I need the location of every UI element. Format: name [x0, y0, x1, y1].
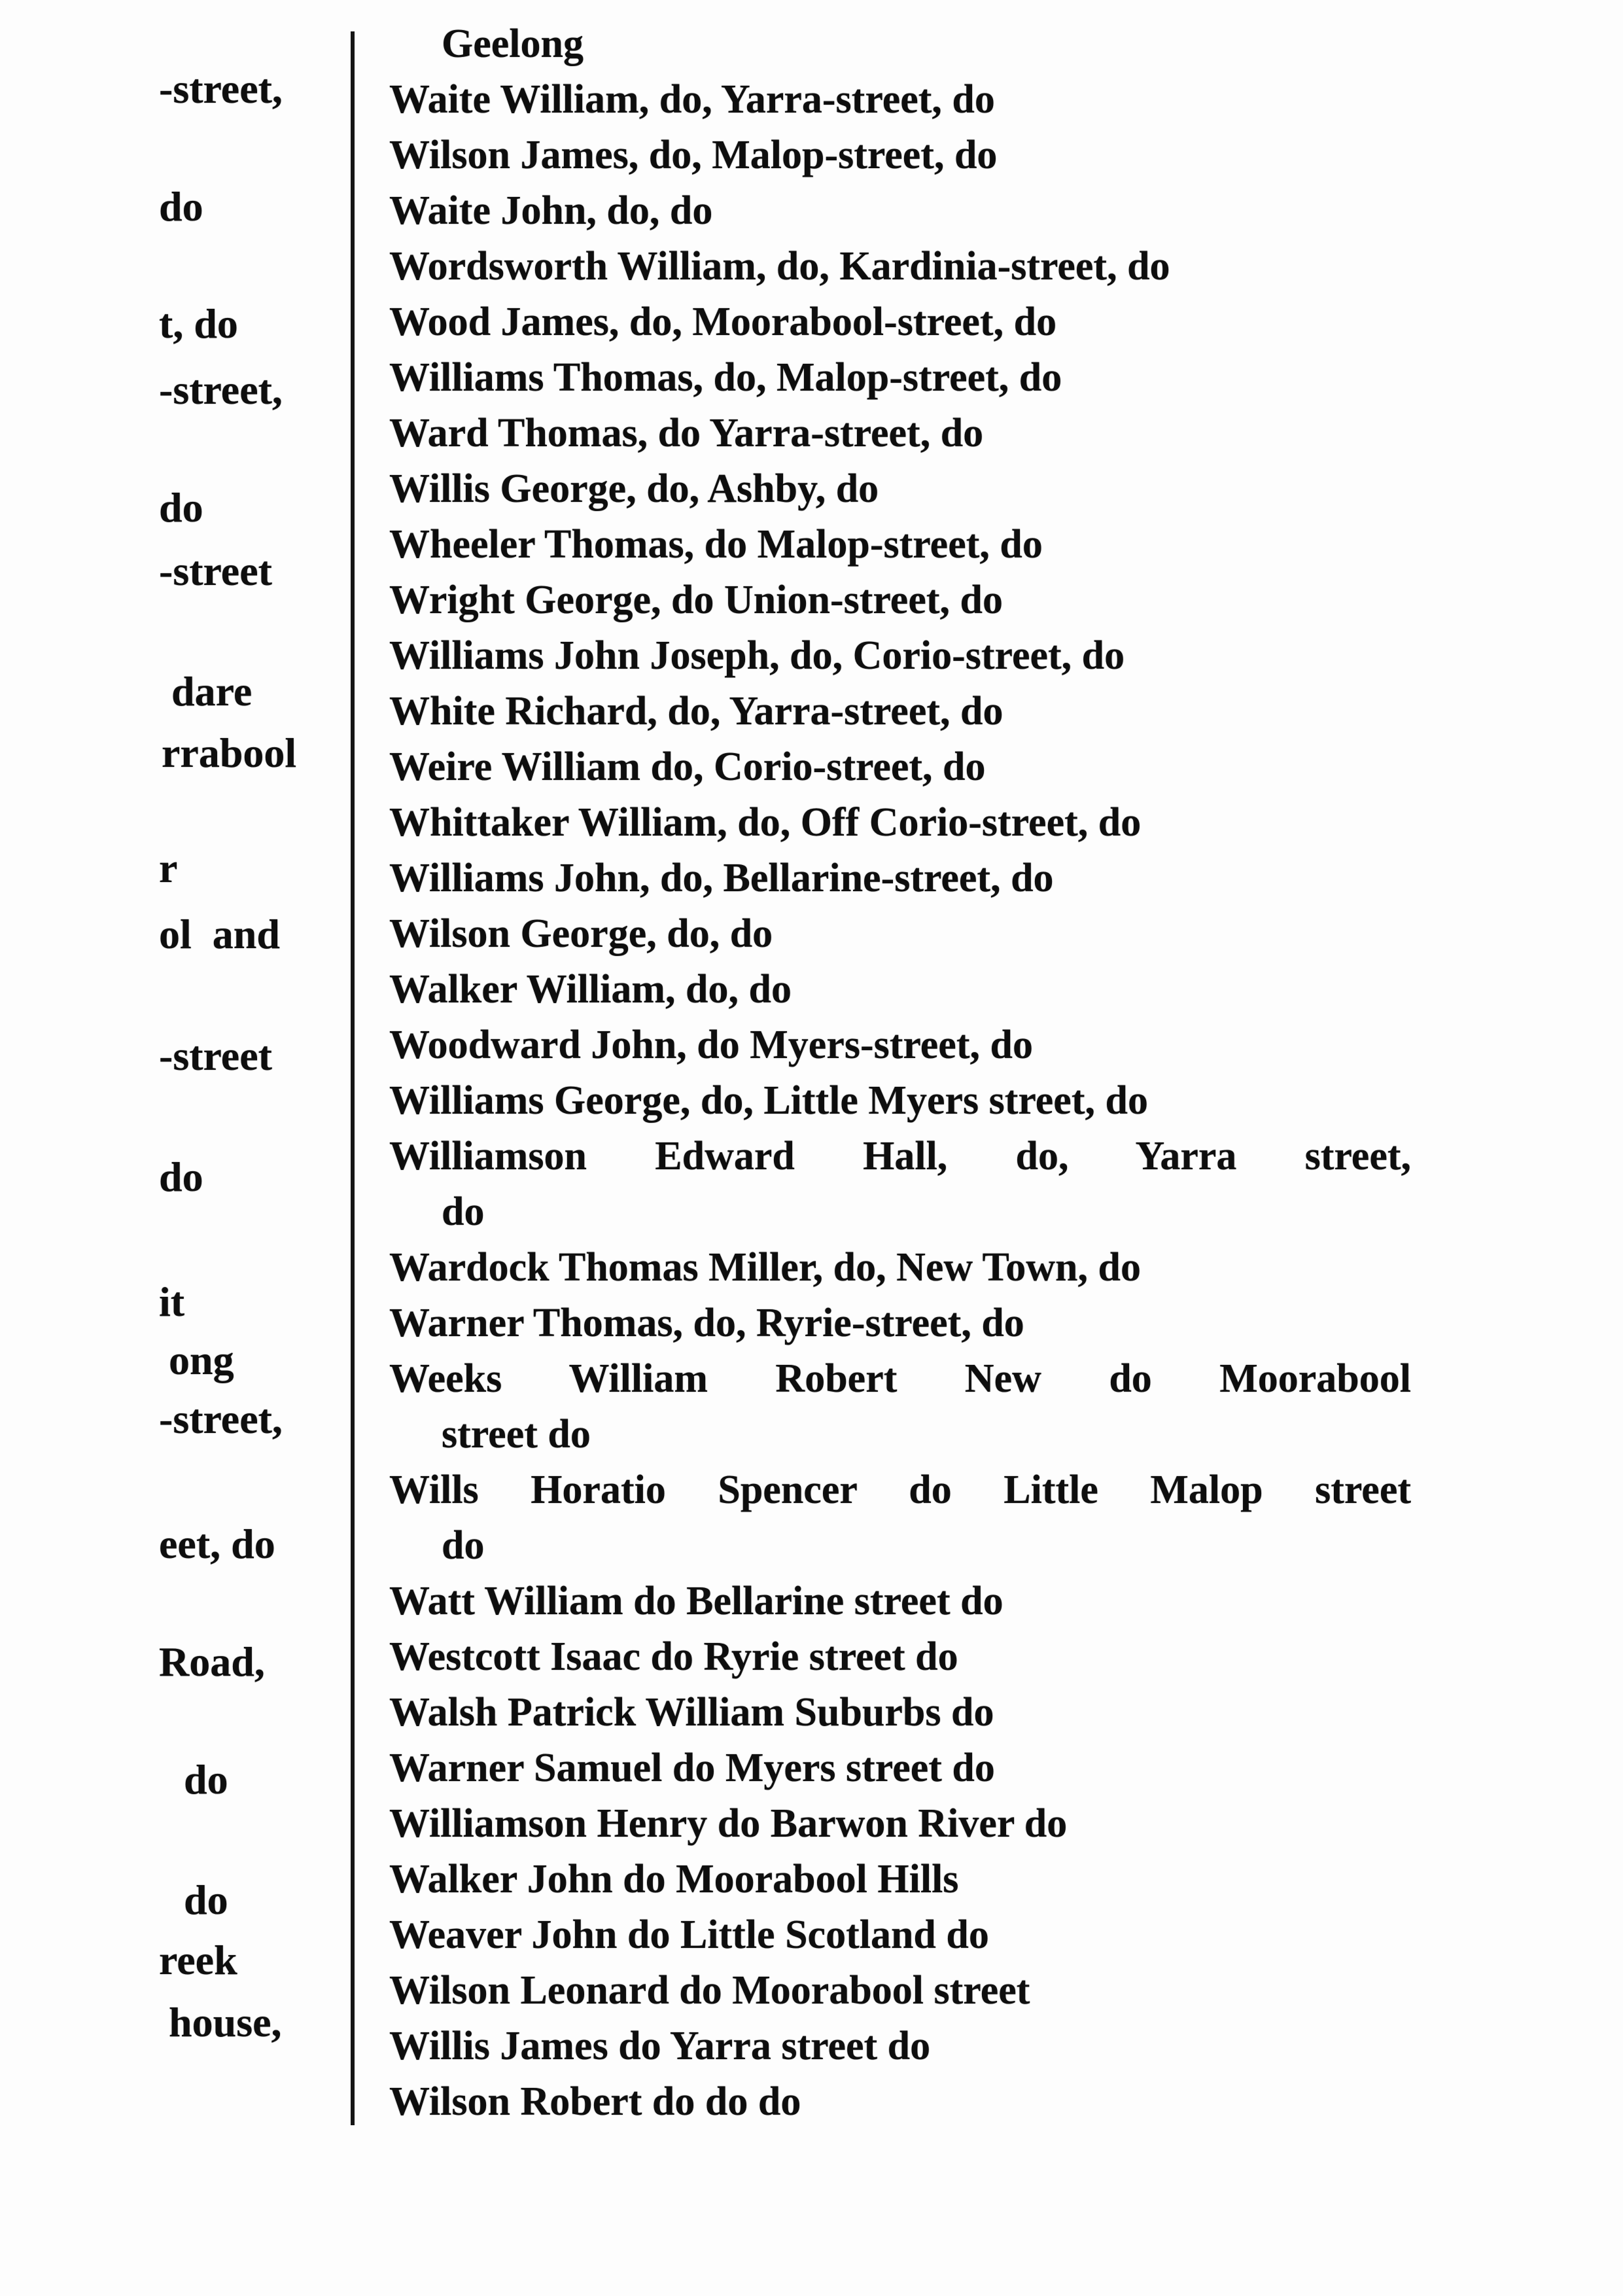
column-rule: [351, 31, 355, 2125]
roll-entry-continuation: street do: [442, 1412, 591, 1457]
roll-entry: Walsh Patrick William Suburbs do: [389, 1690, 994, 1735]
roll-entry: Wheeler Thomas, do Malop-street, do: [389, 522, 1043, 567]
roll-entry-continuation: Geelong: [442, 22, 584, 66]
roll-entry: Williams John Joseph, do, Corio-street, do: [389, 633, 1125, 678]
roll-entry: Williams John, do, Bellarine-street, do: [389, 856, 1054, 900]
left-fragment: t, do: [159, 300, 238, 347]
roll-entry: Ward Thomas, do Yarra-street, do: [389, 411, 984, 455]
left-fragment: eet, do: [159, 1521, 275, 1567]
roll-entry: Waite William, do, Yarra-street, do: [389, 77, 995, 122]
roll-entry: Wilson George, do, do: [389, 911, 773, 956]
left-fragment: -street: [159, 1033, 272, 1079]
roll-entry: Williamson Edward Hall, do, Yarra street,: [389, 1134, 1411, 1178]
roll-entry: Walker William, do, do: [389, 967, 792, 1012]
roll-entry: Whittaker William, do, Off Corio-street, do: [389, 800, 1142, 845]
roll-entry: Wright George, do Union-street, do: [389, 578, 1003, 622]
roll-entry: Warner Samuel do Myers street do: [389, 1746, 995, 1790]
roll-entry: Williams Thomas, do, Malop-street, do: [389, 355, 1062, 400]
left-fragment: do: [159, 183, 203, 230]
roll-entry: Wilson Leonard do Moorabool street: [389, 1968, 1030, 2013]
left-fragment: do: [184, 1756, 228, 1803]
left-fragment: Road,: [159, 1638, 265, 1685]
left-fragment: -street,: [159, 65, 283, 112]
left-fragment: -street,: [159, 1396, 283, 1442]
left-fragment: do: [159, 1154, 203, 1200]
roll-entry: White Richard, do, Yarra-street, do: [389, 689, 1003, 733]
left-fragment: ol and: [159, 911, 280, 957]
roll-entry: Weaver John do Little Scotland do: [389, 1913, 989, 1957]
roll-entry: Wardock Thomas Miller, do, New Town, do: [389, 1245, 1141, 1290]
left-fragment: -street: [159, 548, 272, 594]
roll-entry: Waite John, do, do: [389, 188, 713, 233]
roll-entry: Weeks William Robert New do Moorabool: [389, 1356, 1411, 1401]
left-fragment: r: [159, 845, 178, 891]
roll-entry: Weire William do, Corio-street, do: [389, 745, 986, 789]
roll-entry: Williamson Henry do Barwon River do: [389, 1801, 1068, 1846]
roll-entry: Woodward John, do Myers-street, do: [389, 1023, 1033, 1067]
roll-entry: Westcott Isaac do Ryrie street do: [389, 1634, 958, 1679]
left-fragment: -street,: [159, 366, 283, 413]
left-fragment: do: [184, 1877, 228, 1923]
roll-entry: Wordsworth William, do, Kardinia-street, do: [389, 244, 1170, 289]
roll-entry: Wills Horatio Spencer do Little Malop street: [389, 1468, 1411, 1512]
roll-entry: Warner Thomas, do, Ryrie-street, do: [389, 1301, 1024, 1345]
roll-entry: Willis James do Yarra street do: [389, 2024, 931, 2068]
roll-entries-list: [389, 16, 1567, 2130]
roll-entry: Watt William do Bellarine street do: [389, 1579, 1003, 1623]
left-fragment: reek: [159, 1937, 237, 1983]
roll-entry: Wood James, do, Moorabool-street, do: [389, 300, 1057, 344]
left-fragment: rrabool: [162, 730, 297, 776]
roll-entry: Walker John do Moorabool Hills: [389, 1857, 959, 1901]
left-fragment: dare: [171, 668, 253, 715]
left-fragment: ong: [169, 1337, 234, 1383]
roll-entry: Wilson James, do, Malop-street, do: [389, 133, 998, 177]
roll-entry: Wilson Robert do do do: [389, 2079, 801, 2124]
left-fragment: do: [159, 484, 203, 531]
roll-entry-continuation: do: [442, 1523, 485, 1568]
left-fragment: it: [159, 1279, 185, 1325]
roll-entry-continuation: do: [442, 1190, 485, 1234]
roll-entry: Williams George, do, Little Myers street, do: [389, 1078, 1148, 1123]
left-fragment: house,: [169, 1999, 282, 2045]
roll-entry: Willis George, do, Ashby, do: [389, 467, 879, 511]
